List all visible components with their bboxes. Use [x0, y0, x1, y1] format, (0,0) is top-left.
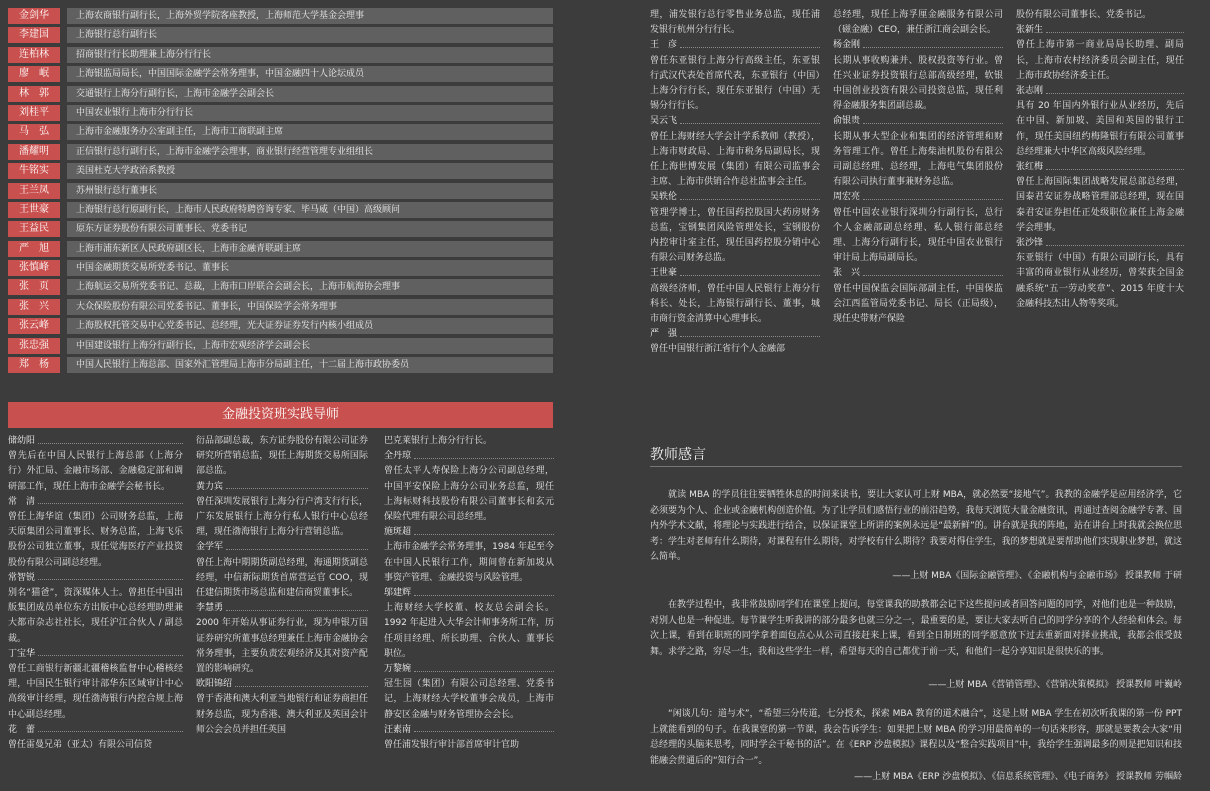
mentor-description: 上海股权托管交易中心党委书记、总经理，光大证券证券发行内核小组成员	[67, 318, 553, 334]
mentor-row	[8, 299, 553, 315]
dotted-leader	[226, 610, 368, 611]
profile-bio: 曾任中国保监会国际部副主任，中国保监会江西监管局党委书记、局长（正局级），现任史带财产保险	[833, 283, 1003, 325]
saying-paragraph-2: 在教学过程中，我非常鼓励同学们在课堂上提问，每堂课我的助教都会记下这些提问或者回答问题的同学，对他们也是一种鼓励，对别人也是一种促进。每节课学生听我讲的部分最多也就三分之一，最重要的是，要让大家去听自己的同学分享的个人经验和体会。每次上课，看到在职班的同学拿着面包点心从公司直接赶来上课，看到全日制班的同学愿意放下过去重新面对择业挑战，我都会很受鼓舞。求学之路，穷尽一生，我和这些学生一样，希望每天的自己都优于前一天，和他们一起分享知识是很快乐的事。	[650, 600, 1182, 657]
profile-name-text: 黄力宾	[196, 481, 224, 492]
profile-name-text: 周宏亮	[833, 192, 861, 203]
profile-name-text: 储幼阳	[8, 436, 36, 446]
mentor-row	[8, 279, 553, 295]
mentor-row	[8, 338, 553, 354]
profile-name	[833, 266, 1003, 281]
mentor-description: 中国建设银行上海分行副行长，上海市宏观经济学会副会长	[67, 338, 553, 354]
profile-name	[384, 723, 554, 738]
profile-bio: 管理学博士，曾任国药控股国大药房财务总监，宝钢集团风险管理处长，宝钢股份内控审计室主任，现任国药控股分销中心有限公司财务总监。	[650, 207, 820, 264]
mentor-row	[8, 318, 553, 334]
profile-name-text: 施斑超	[384, 527, 412, 538]
profile-name-text: 邬建辉	[384, 588, 412, 599]
mentor-description: 正信银行总行副行长，上海市金融学会理事，商业银行经营管理专业组组长	[67, 144, 553, 160]
dotted-leader	[414, 534, 554, 535]
mentor-name: 张 兴	[8, 299, 60, 315]
mentor-description: 上海农商银行副行长，上海外贸学院客座教授，上海师范大学基金会理事	[67, 8, 553, 24]
profile-name-text: 王 彦	[650, 40, 678, 51]
mentor-description: 大众保险股份有限公司党委书记、董事长，中国保险学会常务理事	[67, 299, 553, 315]
profile-name	[650, 38, 820, 53]
profile-bio: 曾任上海华谊（集团）公司财务总监，上海天原集团公司董事长、财务总监，上海飞乐股份公司独立董事，现任觉海医疗产业投资股份有限公司副总经理。	[8, 512, 183, 568]
mentor-name: 马 弘	[8, 124, 60, 140]
mentor-row	[8, 221, 553, 237]
mentor-row	[8, 357, 553, 373]
profile-bio: 曾任太平人寿保险上海分公司副总经理，中国平安保险上海分公司业务总监，现任上海标财科技股份有限公司董事长和玄元保险代理有限公司总经理。	[384, 466, 554, 523]
profile-bio: 曾任上海中期期货副总经理，海通期货副总经理，中信新际期货首席营运官 COO，现任建信期货市场总监和建信商贸董事长。	[196, 557, 368, 599]
dotted-leader	[680, 123, 820, 124]
profile-name	[650, 266, 820, 281]
dotted-leader	[414, 595, 554, 596]
mentor-description: 苏州银行总行董事长	[67, 183, 553, 199]
mentor-name: 张忠强	[8, 338, 60, 354]
mentor-description: 上海航运交易所党委书记、总裁，上海市口岸联合会副会长，上海市航海协会理事	[67, 279, 553, 295]
dotted-leader	[1046, 32, 1184, 33]
dotted-leader	[680, 47, 820, 48]
mentor-name: 郑 杨	[8, 357, 60, 373]
mentor-list	[8, 8, 553, 376]
mentor-description: 中国农业银行上海市分行行长	[67, 105, 553, 121]
profile-name-text: 王世豪	[650, 268, 678, 279]
section-banner: 金融投资班实践导师	[8, 402, 553, 428]
dotted-leader	[1046, 169, 1184, 170]
profile-name-text: 欧阳锦绍	[196, 679, 233, 690]
profile-bio: 股份有限公司董事长、党委书记。	[1016, 10, 1152, 20]
mentor-name: 李建国	[8, 27, 60, 43]
mentor-name: 连柏林	[8, 47, 60, 63]
profile-column-1	[8, 434, 183, 753]
mentor-name: 王兰凤	[8, 183, 60, 199]
mentor-description: 上海银行总行原副行长，上海市人民政府特聘咨询专家、毕马威（中国）高级顾问	[67, 202, 553, 218]
mentor-name: 严 旭	[8, 241, 60, 257]
dotted-leader	[414, 731, 554, 732]
profile-name	[650, 327, 820, 342]
mentor-name: 金剑华	[8, 8, 60, 24]
mentor-row	[8, 202, 553, 218]
dotted-leader	[235, 686, 368, 687]
profile-name-text: 张 兴	[833, 268, 861, 279]
mentor-description: 上海银行总行副行长	[67, 27, 553, 43]
profile-column-6	[1016, 8, 1184, 312]
mentor-description: 上海市金融服务办公室副主任，上海市工商联副主席	[67, 124, 553, 140]
mentor-row	[8, 124, 553, 140]
mentor-row	[8, 86, 553, 102]
profile-name	[1016, 84, 1184, 99]
dotted-leader	[414, 458, 554, 459]
dotted-leader	[38, 731, 183, 732]
profile-bio: 曾任上海国际集团战略发展总部总经理，国泰君安证券战略管理部总经理，现在国泰君安证券担任正处级职位兼任上海金融学会理事。	[1016, 177, 1184, 233]
dotted-leader	[38, 655, 183, 656]
mentor-description: 招商银行行长助理兼上海分行行长	[67, 47, 553, 63]
profile-name	[196, 677, 368, 692]
profile-name	[8, 647, 183, 662]
profile-name	[8, 571, 183, 586]
mentor-description: 中国人民银行上海总部、国家外汇管理局上海市分局副主任，十二届上海市政协委员	[67, 357, 553, 373]
profile-bio: 理，浦发银行总行零售业务总监，现任浦发银行杭州分行行长。	[650, 10, 820, 36]
profile-bio: 曾任上海财经大学会计学系教师（教授），上海市财政局、上海市税务局副局长，现任上海世博发展（集团）有限公司监事会主席、上海市供销合作总社监事会主任。	[650, 131, 820, 188]
mentor-row	[8, 144, 553, 160]
profile-bio: 别名“猫爸”，资深媒体人士。曾担任中国出版集团成员单位东方出版中心总经理助理兼大都市杂志社社长，现任沪江合伙人 / 副总裁。	[8, 588, 183, 644]
profile-bio: 曾任东亚银行上海分行高级主任，东亚银行武汉代表处首席代表，东亚银行（中国）上海分行行长，现任东亚银行（中国）无锡分行行长。	[650, 55, 820, 112]
profile-name-text: 常 清	[8, 496, 36, 507]
mentor-row	[8, 8, 553, 24]
mentor-row	[8, 66, 553, 82]
profile-name	[384, 525, 554, 540]
profile-bio: 上海财经大学校董、校友总会副会长。1992 年起进入大华会计师事务所工作，历任项目经理、所长助理、合伙人、董事长职位。	[384, 603, 554, 659]
dotted-leader	[1046, 245, 1184, 246]
mentor-name: 张慎峰	[8, 260, 60, 276]
mentor-description: 中国金融期货交易所党委书记、董事长	[67, 260, 553, 276]
mentor-row	[8, 47, 553, 63]
mentor-description: 原东方证券股份有限公司董事长、党委书记	[67, 221, 553, 237]
profile-name	[1016, 23, 1184, 38]
mentor-row	[8, 105, 553, 121]
profile-name-text: 张志刚	[1016, 86, 1044, 97]
mentor-name: 牛铭实	[8, 163, 60, 179]
profile-name-text: 吴云飞	[650, 116, 678, 127]
profile-name	[833, 190, 1003, 205]
mentor-name: 王世豪	[8, 202, 60, 218]
mentor-description: 美国杜克大学政治系教授	[67, 163, 553, 179]
dotted-leader	[680, 275, 820, 276]
profile-bio: 长期从事收购兼并、股权投资等行业。曾任兴业证券投资银行总部高级经理，软银中国创业投资有限公司投资总监，现任利得金融服务集团副总裁。	[833, 55, 1003, 112]
profile-name	[196, 540, 368, 555]
mentor-name: 王益民	[8, 221, 60, 237]
profile-bio: 上海市金融学会常务理事，1984 年起至今在中国人民银行工作，期间曾在新加坡从事资产管理、金融投资与风险管理。	[384, 542, 554, 583]
profile-bio: 东亚银行（中国）有限公司副行长，具有丰富的商业银行从业经历，曾荣获全国金融系统“五一劳动奖章”、2015 年度十大金融科技杰出人物等奖项。	[1016, 253, 1184, 309]
mentor-row	[8, 260, 553, 276]
profile-name-text: 花 蕾	[8, 724, 36, 735]
dotted-leader	[863, 199, 1003, 200]
dotted-leader	[38, 579, 183, 580]
dotted-leader	[863, 123, 1003, 124]
profile-column-3	[384, 434, 554, 753]
mentor-name: 廖 岷	[8, 66, 60, 82]
mentor-name: 刘桂平	[8, 105, 60, 121]
mentor-row	[8, 241, 553, 257]
saying-paragraph-1: 就读 MBA 的学员往往要牺牲休息的时间来读书，要让大家认可上财 MBA，就必然要“接地气”。我教的金融学是应用经济学，它必须要为个人、企业或金融机构创造价值。为了让学员们感悟行业的前沿趋势，我每天浏览大量金融资讯，再通过查阅金融学专著、国内外学术文献，将理论与实践进行结合，以保证课堂上所讲的案例永远是“最新鲜”的。讲台就是我的阵地，站在讲台上时我就会换位思考：学生对老师有什么期待，对课程有什么期待，对学校有什么期待？我要对得住学生，我的梦想就是要帮助他们实现职业梦想，就这么简单。	[650, 490, 1182, 563]
saying-signature-1: ——上财 MBA《国际金融管理》、《金融机构与金融市场》 授课教师 于研	[892, 571, 1182, 581]
profile-bio: 曾于香港和澳大利亚当地银行和证券商担任财务总监，现为香港、澳大利亚及英国会计师公会会员并担任英国	[196, 694, 368, 735]
sayings-title: 教师感言	[650, 447, 706, 463]
profile-name	[650, 190, 820, 205]
profile-name	[8, 434, 183, 449]
dotted-leader	[38, 503, 183, 504]
mentor-name: 潘耀明	[8, 144, 60, 160]
profile-bio: 曾任浦发银行审计部首席审计官助	[384, 740, 520, 751]
profile-bio: 总经理，现任上海孚厘金融服务有限公司（磁金融）CEO，兼任浙江商会副会长。	[833, 10, 1003, 36]
profile-name	[1016, 160, 1184, 175]
profile-name	[196, 601, 368, 616]
dotted-leader	[863, 47, 1003, 48]
dotted-leader	[863, 275, 1003, 276]
saying-paragraph-3: “闲谈几句：道与术”，“希望三分传道，七分授术，探索 MBA 教育的道术融合”，这是上财 MBA 学生在初次听我课的第一份 PPT 上就能看到的句子。在我课堂的第一节课，我会告诉学生：如果把上财 MBA 的学习用最简单的一句话来形容，那就是要教会大家“用总经理的头脑来思考，同时学会干秘书的活”。在《ERP 沙盘模拟》课程以及“整合实践项目”中，我给学生强调最多的则是把知识和技能融会贯通后的“知行合一”。	[650, 709, 1182, 766]
mentor-name: 林 郭	[8, 86, 60, 102]
profile-bio: 曾任雷曼兄弟（亚太）有限公司信贷	[8, 740, 153, 751]
saying-signature-3: ——上财 MBA《ERP 沙盘模拟》、《信息系统管理》、《电子商务》 授课教师 劳帼龄	[854, 772, 1182, 782]
dotted-leader	[226, 549, 368, 550]
profile-column-2	[196, 434, 368, 738]
profile-bio: 冠生园（集团）有限公司总经理、党委书记，上海财经大学校董事会成员，上海市静安区金融与财务管理协会会长。	[384, 679, 554, 720]
profile-name	[833, 38, 1003, 53]
profile-name-text: 丁宝华	[8, 648, 36, 659]
dotted-leader	[38, 443, 183, 444]
profile-bio: 具有 20 年国内外银行业从业经历，先后在中国、新加坡、美国和英国的银行工作，现任美国纽约梅隆银行有限公司董事总经理兼大中华区高级风险经理。	[1016, 101, 1184, 157]
profile-name	[1016, 236, 1184, 251]
dotted-leader	[1046, 93, 1184, 94]
mentor-row	[8, 27, 553, 43]
profile-column-4	[650, 8, 820, 358]
profile-bio: 衍品部副总裁，东方证券股份有限公司证券研究所营销总监，现任上海期货交易所国际部总监。	[196, 436, 368, 477]
profile-bio: 高级经济师，曾任中国人民银行上海分行科长、处长，上海银行副行长、董事，城市商行资金清算中心理事长。	[650, 283, 820, 325]
profile-name	[650, 114, 820, 129]
profile-column-5	[833, 8, 1003, 327]
dotted-leader	[226, 488, 368, 489]
profile-name-text: 杨金刚	[833, 40, 861, 51]
profile-bio: 2000 年开始从事证券行业，现为申银万国证券研究所董事总经理兼任上海市金融协会常务理事，主要负责宏观经济及其对资产配置的影响研究。	[196, 618, 368, 675]
saying-signature-2: ——上财 MBA《营销管理》、《营销决策模拟》 授课教师 叶巍岭	[928, 680, 1182, 690]
profile-name	[384, 586, 554, 601]
profile-bio: 曾任深圳发展银行上海分行户湾支行行长，广东发展银行上海分行私人银行中心总经理，现任渤海银行上海分行营销总监。	[196, 496, 368, 538]
mentor-description: 上海市浦东新区人民政府副区长，上海市金融青联副主席	[67, 241, 553, 257]
profile-name-text: 吴轶伦	[650, 192, 678, 203]
dotted-leader	[414, 671, 554, 672]
profile-bio: 曾先后在中国人民银行上海总部（上海分行）外汇局、金融市场部、金融稳定部和调研部工作，现任上海市金融学会秘书长。	[8, 451, 183, 492]
profile-name-text: 金学军	[196, 542, 224, 553]
profile-name-text: 汪素南	[384, 724, 412, 735]
mentor-name: 张云峰	[8, 318, 60, 334]
profile-name-text: 全丹琼	[384, 451, 412, 462]
profile-bio: 曾任中国银行浙江省行个人金融部	[650, 344, 786, 355]
profile-bio: 曾任中国农业银行深圳分行副行长，总行个人金融部副总经理、私人银行部总经理、上海分行副行长，现任中国农业银行审计局上海局副局长。	[833, 207, 1003, 264]
mentor-row	[8, 163, 553, 179]
mentor-description: 交通银行上海分行副行长，上海市金融学会副会长	[67, 86, 553, 102]
profile-name-text: 常智锐	[8, 572, 36, 583]
profile-name-text: 万黎婉	[384, 664, 412, 675]
divider	[650, 466, 1182, 467]
profile-name	[384, 662, 554, 677]
profile-name	[196, 480, 368, 495]
profile-name-text: 张沙锋	[1016, 238, 1044, 249]
profile-name-text: 严 强	[650, 329, 678, 340]
mentor-description: 上海银监局局长，中国国际金融学会常务理事，中国金融四十人论坛成员	[67, 66, 553, 82]
mentor-row	[8, 183, 553, 199]
profile-bio: 曾任上海市第一商业局局长助理、副局长，上海市农村经济委员会副主任，现任上海市政协经济委主任。	[1016, 40, 1184, 81]
dotted-leader	[680, 199, 820, 200]
profile-name	[833, 114, 1003, 129]
mentor-name: 张 页	[8, 279, 60, 295]
profile-name-text: 张新生	[1016, 25, 1044, 36]
profile-name-text: 李慧勇	[196, 603, 224, 614]
dotted-leader	[680, 336, 820, 337]
profile-name-text: 张红梅	[1016, 162, 1044, 173]
profile-name	[8, 495, 183, 510]
profile-bio: 长期从事大型企业和集团的经济管理和财务管理工作。曾任上海柴油机股份有限公司副总经理、总经理，上海电气集团股份有限公司执行董事兼财务总监。	[833, 131, 1003, 188]
profile-name	[8, 723, 183, 738]
profile-name-text: 俞银贵	[833, 116, 861, 127]
profile-name	[384, 449, 554, 464]
profile-bio: 曾任工商银行新疆北疆稽核监督中心稽核经理，中国民生银行审计部华东区域审计中心高级审计经理，现任渤海银行内控合规上海中心副总经理。	[8, 664, 183, 720]
profile-bio: 巴克莱银行上海分行行长。	[384, 436, 493, 446]
